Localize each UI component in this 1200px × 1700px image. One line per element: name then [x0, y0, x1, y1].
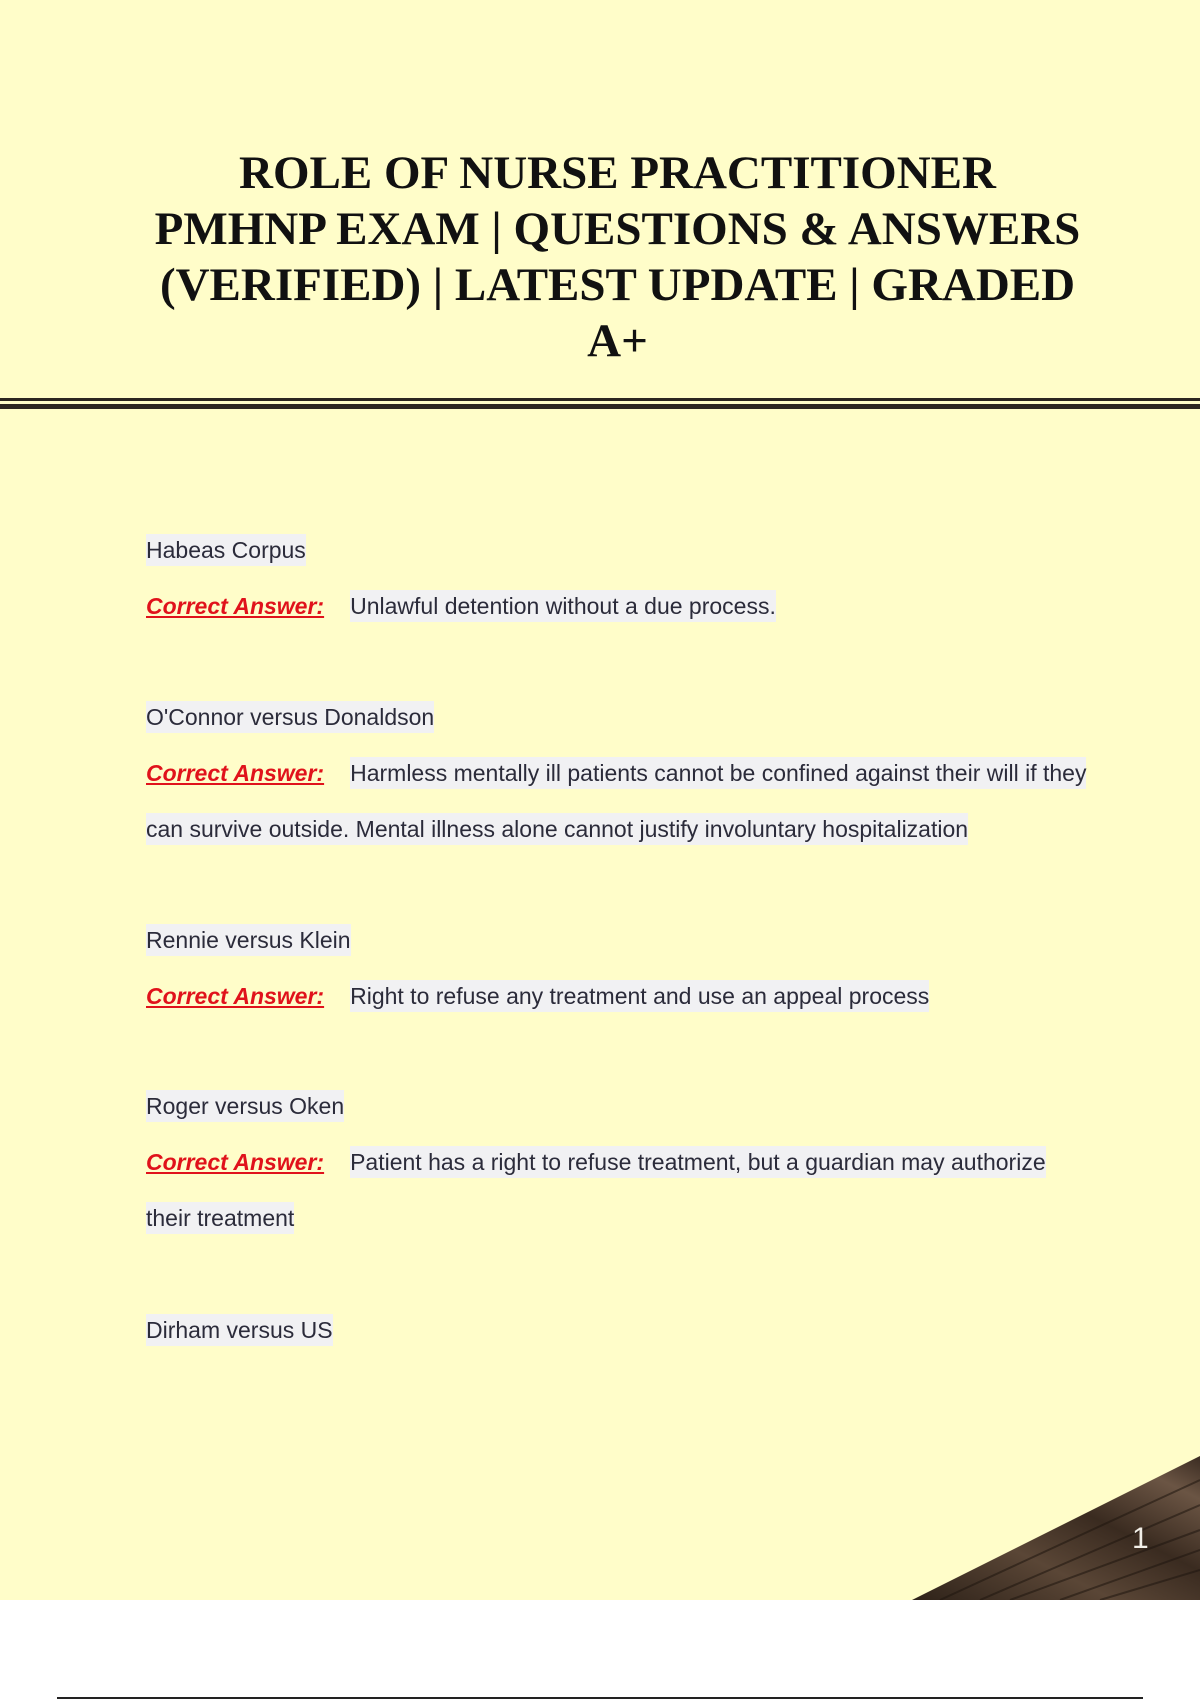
correct-answer-label: Correct Answer:	[146, 760, 325, 786]
question-text: O'Connor versus Donaldson	[146, 701, 434, 733]
footer-rule	[57, 1697, 1143, 1699]
question-text: Dirham versus US	[146, 1314, 333, 1346]
correct-answer-label: Correct Answer:	[146, 593, 325, 619]
document-title: ROLE OF NURSE PRACTITIONER PMHNP EXAM | QUESTIONS & ANSWERS (VERIFIED) | LATEST UPDATE | GRADED A+	[154, 147, 1081, 367]
question-text: Habeas Corpus	[146, 534, 306, 566]
answer-text: Patient has a right to refuse treatment, but a guardian may authorize their treatment	[146, 1146, 1046, 1234]
page-number: 1	[1132, 1522, 1149, 1555]
correct-answer-label: Correct Answer:	[146, 983, 325, 1009]
answer-text: Unlawful detention without a due process.	[350, 590, 776, 622]
correct-answer-label: Correct Answer:	[146, 1149, 325, 1175]
answer-text: Right to refuse any treatment and use an appeal process	[350, 980, 929, 1012]
question-text: Rennie versus Klein	[146, 924, 351, 956]
answer-text: Harmless mentally ill patients cannot be confined against their will if they can survive outside. Mental illness alone cannot justify involuntary hospitalization	[146, 757, 1086, 845]
question-text: Roger versus Oken	[146, 1090, 344, 1122]
